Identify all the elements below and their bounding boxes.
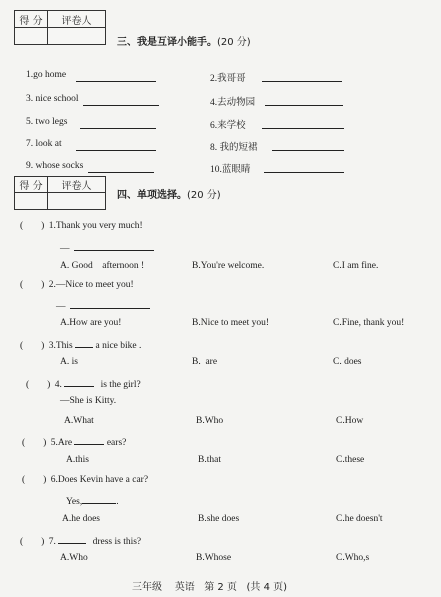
option-text: C.How: [336, 416, 364, 426]
answer-blank[interactable]: [74, 435, 104, 445]
question-stem-start: 7.: [48, 537, 56, 547]
option-text: C.he doesn't: [336, 514, 383, 524]
option-text: A. is: [60, 357, 78, 367]
answer-blank[interactable]: [76, 141, 156, 151]
answer-blank[interactable]: [88, 163, 154, 173]
question-3-option-a: [60, 357, 78, 367]
translation-item-3: [26, 94, 79, 104]
question-5-option-c: [336, 455, 364, 465]
answer-paren-close: ): [41, 221, 45, 231]
answer-blank[interactable]: [83, 96, 159, 106]
answer-paren-open: (: [22, 438, 26, 448]
answer-paren-open: (: [22, 475, 26, 485]
question-stem-start: 5.Are: [50, 438, 73, 448]
question-5: [22, 435, 126, 448]
answer-blank[interactable]: [80, 119, 156, 129]
answer-paren-open: (: [20, 280, 24, 290]
option-text: B.Who: [196, 416, 224, 426]
score-cell[interactable]: [15, 28, 48, 45]
question-6-reply: [66, 494, 119, 507]
grader-cell[interactable]: [48, 193, 106, 210]
answer-blank[interactable]: [70, 299, 150, 309]
answer-paren-close: ): [41, 537, 45, 547]
question-2-reply: [56, 299, 150, 312]
question-1-option-a: [60, 261, 144, 271]
page-footer: 三年级 英语 第 2 页 (共 4 页): [132, 582, 288, 593]
question-5-option-b: [198, 455, 221, 465]
reply-text-end: .: [116, 497, 119, 507]
option-text: B.Whose: [196, 553, 232, 563]
answer-paren-close: ): [41, 280, 45, 290]
question-stem: 6.Does Kevin have a car?: [50, 475, 149, 485]
answer-paren-close: ): [47, 380, 51, 390]
answer-blank[interactable]: [75, 338, 93, 348]
section-4-points: (20 分): [187, 190, 221, 201]
option-text: C.I am fine.: [333, 261, 379, 271]
question-4: [26, 377, 141, 390]
answer-blank[interactable]: [264, 163, 344, 173]
answer-paren-open: (: [26, 380, 30, 390]
reply-dash: —: [56, 302, 66, 312]
reply-dash: —: [60, 244, 70, 254]
question-stem-end: a nice bike .: [95, 341, 142, 351]
question-4-option-b: [196, 416, 223, 426]
answer-paren-open: (: [20, 537, 24, 547]
question-stem-end: is the girl?: [100, 380, 141, 390]
question-2-option-b: [192, 318, 269, 328]
option-text: C.these: [336, 455, 365, 465]
translation-item-6: [210, 117, 246, 131]
option-text: A.this: [66, 455, 89, 465]
grader-cell[interactable]: [48, 28, 106, 45]
translation-prompt: 9. whose socks: [26, 161, 84, 171]
question-stem-start: 3.This: [48, 341, 73, 351]
translation-prompt: 7. look at: [26, 139, 62, 149]
question-3: [20, 338, 141, 351]
answer-paren-open: (: [20, 341, 24, 351]
question-2-option-c: [333, 318, 404, 328]
translation-prompt: 1.go home: [26, 70, 67, 80]
answer-paren-close: ): [43, 438, 47, 448]
question-3-option-c: [333, 357, 362, 367]
answer-paren-close: ): [41, 341, 45, 351]
reply-text-start: Yes,: [66, 497, 83, 507]
question-4-option-a: [64, 416, 94, 426]
translation-item-8: [210, 139, 258, 153]
question-6-option-b: [198, 514, 239, 524]
score-box-section-4: [14, 176, 106, 210]
translation-item-1: [26, 70, 66, 80]
section-3-points: (20 分): [217, 37, 251, 48]
score-label: 得 分: [15, 177, 48, 193]
question-6: [22, 475, 148, 485]
question-7-option-b: [196, 553, 231, 563]
question-4-option-c: [336, 416, 363, 426]
answer-blank[interactable]: [64, 377, 94, 387]
answer-blank[interactable]: [262, 72, 342, 82]
reply-text: —She is Kitty.: [60, 396, 117, 406]
answer-blank[interactable]: [262, 119, 344, 129]
answer-blank[interactable]: [74, 241, 154, 251]
question-1-option-c: [333, 261, 378, 271]
question-stem-end: dress is this?: [92, 537, 142, 547]
question-stem-end: ears?: [106, 438, 127, 448]
option-text: A.Who: [60, 553, 88, 563]
translation-item-9: [26, 161, 83, 171]
answer-paren-open: (: [20, 221, 24, 231]
option-text: C.Who,s: [336, 553, 370, 563]
question-2: [20, 280, 134, 290]
translation-prompt: 2.我哥哥: [210, 74, 246, 84]
translation-prompt: 4.去动物园: [210, 98, 256, 108]
question-7-option-c: [336, 553, 369, 563]
option-text: B.You're welcome.: [192, 261, 265, 271]
translation-prompt: 5. two legs: [26, 117, 68, 127]
translation-item-7: [26, 139, 62, 149]
option-text: B.Nice to meet you!: [192, 318, 270, 328]
question-stem: 1.Thank you very much!: [48, 221, 143, 231]
section-4-title-text: 四、单项选择。: [117, 190, 187, 201]
question-5-option-a: [66, 455, 89, 465]
question-7: [20, 534, 141, 547]
question-1-reply: [60, 241, 154, 254]
option-text: A.he does: [62, 514, 100, 524]
score-box-section-3: [14, 10, 106, 45]
score-label: 得 分: [15, 11, 48, 28]
question-stem-start: 4.: [54, 380, 62, 390]
translation-item-2: [210, 70, 246, 84]
question-stem: 2.—Nice to meet you!: [48, 280, 134, 290]
section-3-title-text: 三、我是互译小能手。: [117, 37, 217, 48]
option-text: B.she does: [198, 514, 240, 524]
translation-prompt: 10.蓝眼睛: [210, 165, 251, 175]
question-6-option-c: [336, 514, 383, 524]
option-text: C. does: [333, 357, 362, 367]
translation-item-5: [26, 117, 67, 127]
score-cell[interactable]: [15, 193, 48, 210]
question-1: [20, 221, 143, 231]
translation-item-10: [210, 161, 250, 175]
answer-paren-close: ): [43, 475, 47, 485]
option-text: A.How are you!: [60, 318, 122, 328]
option-text: A.What: [64, 416, 94, 426]
answer-blank[interactable]: [272, 141, 344, 151]
section-4-title: [117, 186, 221, 201]
option-text: B. are: [192, 357, 218, 367]
option-text: B.that: [198, 455, 221, 465]
question-3-option-b: [192, 357, 217, 367]
answer-blank[interactable]: [265, 96, 343, 106]
question-7-option-a: [60, 553, 88, 563]
grader-label: 评卷人: [48, 11, 106, 28]
answer-blank[interactable]: [82, 494, 116, 504]
section-3-title: [117, 33, 251, 48]
translation-prompt: 6.来学校: [210, 121, 246, 131]
question-1-option-b: [192, 261, 264, 271]
grader-label: 评卷人: [48, 177, 106, 193]
answer-blank[interactable]: [58, 534, 86, 544]
question-2-option-a: [60, 318, 121, 328]
question-4-reply: [60, 396, 116, 406]
option-text: C.Fine, thank you!: [333, 318, 405, 328]
option-text: A. Good afternoon !: [60, 261, 145, 271]
question-6-option-a: [62, 514, 100, 524]
translation-prompt: 8. 我的短裙: [210, 143, 258, 153]
translation-item-4: [210, 94, 255, 108]
translation-prompt: 3. nice school: [26, 94, 79, 104]
answer-blank[interactable]: [76, 72, 156, 82]
